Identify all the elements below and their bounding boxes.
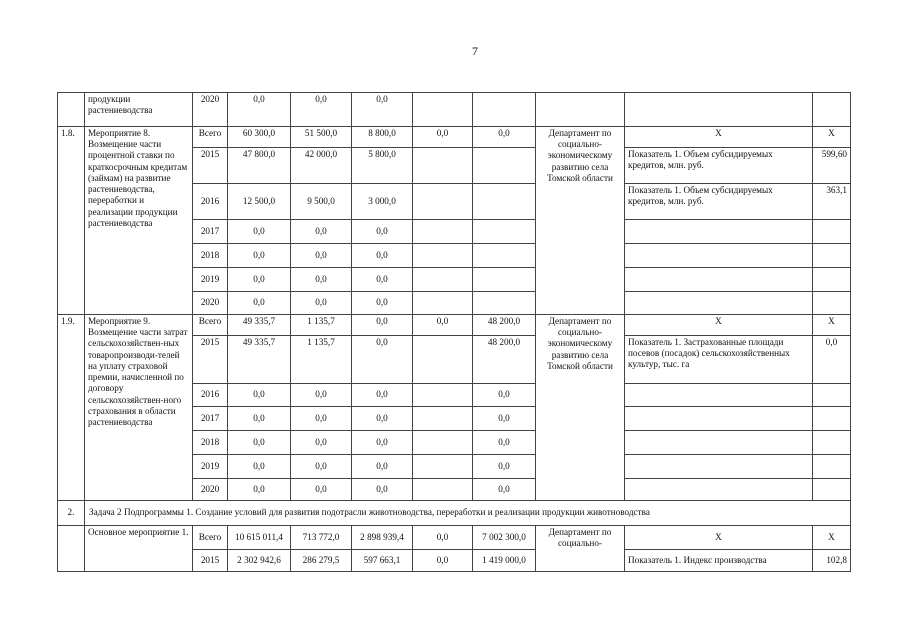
value-cell (473, 184, 536, 220)
value-cell: 0,0 (473, 407, 536, 431)
value-cell: 0,0 (228, 431, 291, 455)
value-cell: 51 500,0 (291, 127, 352, 148)
value-cell: 286 279,5 (291, 550, 352, 572)
page-number: 7 (472, 44, 478, 58)
value-cell: 0,0 (413, 127, 473, 148)
indicator-value-cell (813, 220, 851, 244)
value-cell: 0,0 (228, 292, 291, 315)
row-number (58, 93, 85, 127)
row-number: 1.8. (58, 127, 85, 315)
table-row (58, 315, 851, 336)
indicator-value-cell: 363,1 (813, 184, 851, 220)
value-cell: 0,0 (473, 384, 536, 407)
year-cell: 2020 (193, 93, 228, 127)
value-cell: 0,0 (291, 479, 352, 501)
value-cell (413, 93, 473, 127)
indicator-value-cell: 0,0 (813, 336, 851, 384)
value-cell: 47 800,0 (228, 148, 291, 184)
indicator-cell (625, 479, 813, 501)
indicator-value-cell (813, 93, 851, 127)
indicator-value-cell: Х (813, 127, 851, 148)
value-cell (413, 148, 473, 184)
value-cell: 42 000,0 (291, 148, 352, 184)
value-cell: 8 800,0 (352, 127, 413, 148)
year-cell: 2018 (193, 244, 228, 268)
indicator-cell (625, 384, 813, 407)
value-cell: 2 898 939,4 (352, 526, 413, 550)
value-cell: 0,0 (291, 268, 352, 292)
department-cell: Департамент по социально-экономическому развитию села Томской области (536, 127, 625, 315)
value-cell: 1 419 000,0 (473, 550, 536, 572)
value-cell: 0,0 (291, 431, 352, 455)
value-cell (413, 220, 473, 244)
indicator-value-cell (813, 455, 851, 479)
value-cell: 0,0 (228, 220, 291, 244)
value-cell: 0,0 (473, 431, 536, 455)
table-row (58, 501, 851, 526)
value-cell (413, 184, 473, 220)
value-cell (413, 336, 473, 384)
value-cell (473, 148, 536, 184)
value-cell: 0,0 (473, 127, 536, 148)
value-cell: 48 200,0 (473, 336, 536, 384)
value-cell: 597 663,1 (352, 550, 413, 572)
value-cell: 0,0 (352, 431, 413, 455)
indicator-cell: Показатель 1. Застрахованные площади посевов (посадок) сельскохозяйственных культур, тыс. га (625, 336, 813, 384)
value-cell: 2 302 942,6 (228, 550, 291, 572)
year-cell: 2019 (193, 455, 228, 479)
value-cell: 0,0 (228, 407, 291, 431)
value-cell: 713 772,0 (291, 526, 352, 550)
value-cell: 0,0 (413, 550, 473, 572)
year-cell: 2017 (193, 407, 228, 431)
value-cell: 12 500,0 (228, 184, 291, 220)
value-cell: 1 135,7 (291, 315, 352, 336)
value-cell: 3 000,0 (352, 184, 413, 220)
value-cell: 9 500,0 (291, 184, 352, 220)
indicator-value-cell: Х (813, 526, 851, 550)
indicator-value-cell: Х (813, 315, 851, 336)
year-cell: 2020 (193, 479, 228, 501)
indicator-cell: Показатель 1. Объем субсидируемых кредитов, млн. руб. (625, 148, 813, 184)
value-cell (413, 244, 473, 268)
value-cell: 0,0 (228, 93, 291, 127)
indicator-value-cell: 599,60 (813, 148, 851, 184)
value-cell: 0,0 (352, 336, 413, 384)
value-cell: 0,0 (413, 315, 473, 336)
indicator-value-cell (813, 268, 851, 292)
value-cell (473, 292, 536, 315)
value-cell: 0,0 (228, 455, 291, 479)
activity-description: Мероприятие 9. Возмещение части затрат сельскохозяйствен-ных товаропроизводи-телей на уплату страховой премии, начисленной по договору сельскохозяйствен-ного страхования в области растениеводства (85, 315, 193, 501)
value-cell (413, 384, 473, 407)
value-cell: 0,0 (291, 93, 352, 127)
year-cell: Всего (193, 127, 228, 148)
indicator-value-cell (813, 292, 851, 315)
year-cell: 2016 (193, 384, 228, 407)
row-number: 2. (58, 501, 85, 526)
value-cell: 0,0 (352, 315, 413, 336)
value-cell (413, 479, 473, 501)
indicator-cell (625, 268, 813, 292)
value-cell: 0,0 (291, 220, 352, 244)
year-cell: 2015 (193, 550, 228, 572)
value-cell (413, 292, 473, 315)
indicator-cell: Х (625, 127, 813, 148)
department-cell (536, 93, 625, 127)
activity-description: продукции растениеводства (85, 93, 193, 127)
indicator-cell (625, 244, 813, 268)
value-cell: 0,0 (352, 268, 413, 292)
year-cell: 2020 (193, 292, 228, 315)
year-cell: 2015 (193, 336, 228, 384)
value-cell: 0,0 (291, 244, 352, 268)
value-cell: 0,0 (352, 384, 413, 407)
indicator-cell: Х (625, 315, 813, 336)
indicator-cell: Показатель 1. Индекс производства (625, 550, 813, 572)
activity-description: Мероприятие 8. Возмещение части процентной ставки по краткосрочным кредитам (займам) на развитие растениеводства, переработки и реализации продукции растениеводства (85, 127, 193, 315)
indicator-value-cell (813, 407, 851, 431)
indicator-value-cell (813, 431, 851, 455)
indicator-cell (625, 220, 813, 244)
indicator-cell (625, 407, 813, 431)
value-cell: 0,0 (228, 244, 291, 268)
value-cell: 49 335,7 (228, 336, 291, 384)
year-cell: Всего (193, 526, 228, 550)
indicator-value-cell (813, 244, 851, 268)
value-cell: 48 200,0 (473, 315, 536, 336)
indicator-value-cell: 102,8 (813, 550, 851, 572)
indicator-cell: Показатель 1. Объем субсидируемых кредитов, млн. руб. (625, 184, 813, 220)
value-cell: 0,0 (291, 455, 352, 479)
value-cell: 0,0 (352, 479, 413, 501)
indicator-value-cell (813, 384, 851, 407)
value-cell (473, 93, 536, 127)
value-cell: 0,0 (352, 244, 413, 268)
year-cell: 2017 (193, 220, 228, 244)
value-cell: 10 615 011,4 (228, 526, 291, 550)
indicator-cell (625, 292, 813, 315)
value-cell: 0,0 (352, 292, 413, 315)
value-cell: 0,0 (291, 407, 352, 431)
value-cell (413, 431, 473, 455)
year-cell: 2015 (193, 148, 228, 184)
value-cell: 0,0 (473, 455, 536, 479)
value-cell: 0,0 (352, 93, 413, 127)
indicator-cell (625, 431, 813, 455)
row-number: 1.9. (58, 315, 85, 501)
value-cell: 0,0 (352, 220, 413, 244)
department-cell: Департамент по социально- (536, 526, 625, 572)
indicator-cell: Х (625, 526, 813, 550)
table-row (58, 127, 851, 148)
value-cell: 7 002 300,0 (473, 526, 536, 550)
year-cell: 2016 (193, 184, 228, 220)
program-table (57, 92, 851, 572)
indicator-value-cell (813, 479, 851, 501)
year-cell: 2018 (193, 431, 228, 455)
row-number (58, 526, 85, 572)
value-cell: 0,0 (228, 384, 291, 407)
year-cell: Всего (193, 315, 228, 336)
value-cell (413, 407, 473, 431)
value-cell (413, 455, 473, 479)
year-cell: 2019 (193, 268, 228, 292)
value-cell (413, 268, 473, 292)
value-cell (473, 220, 536, 244)
value-cell: 5 800,0 (352, 148, 413, 184)
value-cell: 0,0 (413, 526, 473, 550)
value-cell: 0,0 (228, 268, 291, 292)
table-row (58, 526, 851, 550)
value-cell: 0,0 (352, 407, 413, 431)
value-cell: 1 135,7 (291, 336, 352, 384)
indicator-cell (625, 455, 813, 479)
task-heading: Задача 2 Подпрограммы 1. Создание условий для развития подотрасли животноводства, переработки и реализации продукции животноводства (85, 501, 851, 526)
table-row (58, 93, 851, 127)
value-cell: 0,0 (291, 384, 352, 407)
activity-description: Основное мероприятие 1. (85, 526, 193, 572)
value-cell: 0,0 (473, 479, 536, 501)
value-cell: 0,0 (291, 292, 352, 315)
value-cell: 49 335,7 (228, 315, 291, 336)
indicator-cell (625, 93, 813, 127)
department-cell: Департамент по социально-экономическому развитию села Томской области (536, 315, 625, 501)
value-cell: 0,0 (352, 455, 413, 479)
value-cell: 60 300,0 (228, 127, 291, 148)
value-cell: 0,0 (228, 479, 291, 501)
value-cell (473, 244, 536, 268)
value-cell (473, 268, 536, 292)
